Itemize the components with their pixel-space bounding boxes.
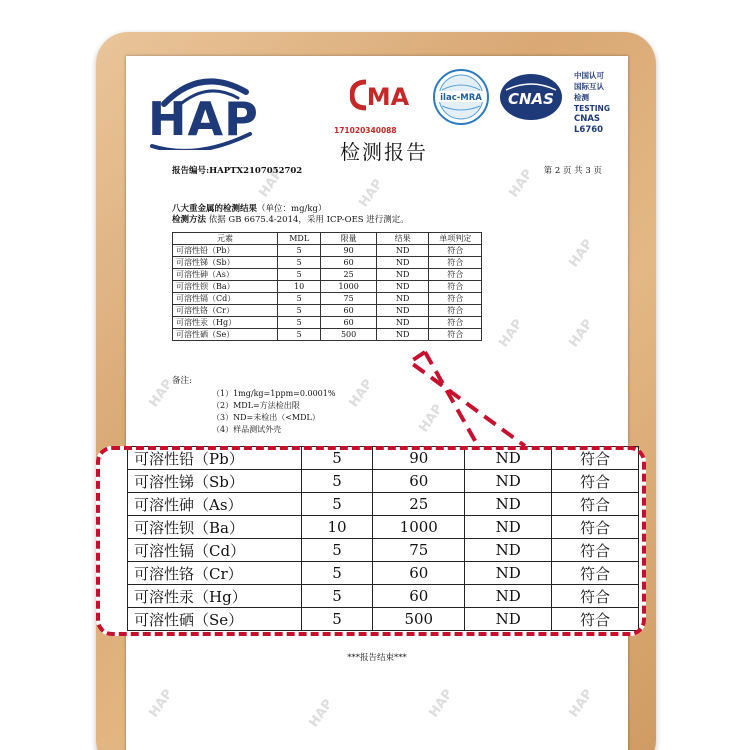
report-code: 171020340088 <box>334 126 397 135</box>
table-row <box>128 585 639 608</box>
report-paper <box>126 56 628 750</box>
element-name: 可溶性钡 <box>134 518 195 537</box>
report-number-value: HAPTX2107052702 <box>209 166 303 176</box>
result-cell: ND <box>465 585 552 608</box>
table-row <box>173 305 482 317</box>
table-row <box>173 257 482 269</box>
verdict-cell: 符合 <box>552 447 639 470</box>
verdict-cell: 符合 <box>552 539 639 562</box>
verdict-cell: 符合 <box>429 281 482 293</box>
result-cell: ND <box>465 516 552 539</box>
limit-cell: 90 <box>321 245 377 257</box>
watermark: HAP <box>566 236 597 271</box>
report-meta <box>172 164 602 176</box>
element-cell <box>128 493 302 516</box>
verdict-cell: 符合 <box>429 245 482 257</box>
column-header: MDL <box>278 233 321 245</box>
result-cell: ND <box>465 608 552 631</box>
cnas-accreditation-text <box>574 70 628 136</box>
element-cell <box>173 293 278 305</box>
section-unit: （单位：mg/kg） <box>257 204 327 214</box>
element-name: 可溶性砷 <box>176 270 208 279</box>
element-name: 可溶性镉 <box>134 541 195 560</box>
mdl-cell: 5 <box>278 257 321 269</box>
element-name: 可溶性钡 <box>176 282 208 291</box>
section-method <box>172 213 409 225</box>
table-row <box>173 269 482 281</box>
result-cell: ND <box>376 281 429 293</box>
results-table <box>172 232 482 341</box>
element-cell <box>128 516 302 539</box>
element-cell <box>128 447 302 470</box>
mdl-cell: 5 <box>301 493 373 516</box>
element-cell <box>128 562 302 585</box>
element-cell <box>128 470 302 493</box>
verdict-cell: 符合 <box>429 269 482 281</box>
cnas-logo-icon <box>498 72 564 122</box>
table-row <box>128 493 639 516</box>
limit-cell: 1000 <box>373 516 465 539</box>
element-symbol: （Sb） <box>208 258 235 267</box>
table-row <box>128 516 639 539</box>
element-symbol: （Pb） <box>194 449 244 468</box>
table-row <box>128 608 639 631</box>
ilac-logo-text: ilac-MRA <box>440 93 482 103</box>
limit-cell: 75 <box>373 539 465 562</box>
limit-cell: 60 <box>373 585 465 608</box>
element-symbol: （Cd） <box>194 541 246 560</box>
cnas-line: TESTING <box>574 104 610 113</box>
table-row <box>128 447 639 470</box>
element-cell <box>173 245 278 257</box>
table-row <box>173 293 482 305</box>
watermark: HAP <box>566 316 597 351</box>
report-number-label: 报告编号: <box>172 166 210 176</box>
cma-logo-text: MA <box>366 83 410 111</box>
result-cell: ND <box>376 269 429 281</box>
result-cell: ND <box>376 293 429 305</box>
cnas-line: CNAS L6760 <box>574 114 604 135</box>
element-cell <box>128 585 302 608</box>
table-row <box>128 539 639 562</box>
result-cell: ND <box>376 317 429 329</box>
limit-cell: 500 <box>373 608 465 631</box>
method-label: 检测方法 <box>172 215 207 225</box>
watermark: HAP <box>146 376 177 411</box>
column-header: 限量 <box>321 233 377 245</box>
table-row <box>173 245 482 257</box>
element-symbol: （Cd） <box>208 294 236 303</box>
limit-cell: 60 <box>321 317 377 329</box>
cnas-line: 国际互认 <box>574 82 604 91</box>
column-header: 结果 <box>376 233 429 245</box>
element-name: 可溶性铅 <box>134 449 195 468</box>
verdict-cell: 符合 <box>552 608 639 631</box>
note-item: （1）1mg/kg=1ppm=0.0001% <box>212 389 336 398</box>
element-cell <box>128 539 302 562</box>
element-symbol: （Ba） <box>208 282 235 291</box>
verdict-cell: 符合 <box>552 585 639 608</box>
ilac-mra-logo-icon <box>432 68 490 126</box>
watermark: HAP <box>496 316 527 351</box>
mdl-cell: 5 <box>278 269 321 281</box>
element-symbol: （As） <box>194 495 243 514</box>
limit-cell: 25 <box>321 269 377 281</box>
element-symbol: （Hg） <box>194 587 247 606</box>
result-cell: ND <box>465 539 552 562</box>
element-name: 可溶性镉 <box>176 294 208 303</box>
element-name: 可溶性铬 <box>176 306 208 315</box>
element-symbol: （Pb） <box>208 246 235 255</box>
element-symbol: （As） <box>208 270 234 279</box>
notes-list <box>212 388 335 436</box>
table-row <box>128 562 639 585</box>
element-cell <box>173 329 278 341</box>
element-cell <box>173 281 278 293</box>
result-cell: ND <box>376 257 429 269</box>
hap-logo-text: HAP <box>148 92 259 146</box>
mdl-cell: 5 <box>301 470 373 493</box>
verdict-cell: 符合 <box>429 293 482 305</box>
element-symbol: （Cr） <box>208 306 234 315</box>
mdl-cell: 5 <box>301 562 373 585</box>
note-item: （3）ND=未检出（<MDL） <box>212 413 320 422</box>
element-name: 可溶性锑 <box>176 258 208 267</box>
limit-cell: 500 <box>321 329 377 341</box>
mdl-cell: 5 <box>278 329 321 341</box>
mdl-cell: 5 <box>301 585 373 608</box>
limit-cell: 60 <box>373 562 465 585</box>
result-cell: ND <box>465 493 552 516</box>
mdl-cell: 5 <box>301 539 373 562</box>
verdict-cell: 符合 <box>429 257 482 269</box>
cnas-logo-text: CNAS <box>508 90 554 108</box>
mdl-cell: 10 <box>301 516 373 539</box>
element-name: 可溶性铬 <box>134 564 195 583</box>
page-info: 第 2 页 共 3 页 <box>543 166 602 176</box>
mdl-cell: 5 <box>278 305 321 317</box>
method-text: 依据 GB 6675.4-2014，采用 ICP-OES 进行测定。 <box>208 215 409 225</box>
element-cell <box>173 269 278 281</box>
verdict-cell: 符合 <box>552 470 639 493</box>
note-item: （4）样品测试外壳 <box>212 425 282 434</box>
table-row <box>128 470 639 493</box>
element-name: 可溶性铅 <box>176 246 208 255</box>
limit-cell: 60 <box>321 257 377 269</box>
watermark: HAP <box>426 686 457 721</box>
verdict-cell: 符合 <box>552 562 639 585</box>
element-name: 可溶性汞 <box>134 587 195 606</box>
watermark: HAP <box>146 686 177 721</box>
table-row <box>173 329 482 341</box>
verdict-cell: 符合 <box>429 305 482 317</box>
element-name: 可溶性硒 <box>134 610 195 629</box>
limit-cell: 60 <box>321 305 377 317</box>
report-number <box>172 164 302 176</box>
result-cell: ND <box>465 470 552 493</box>
report-title: 检测报告 <box>340 140 428 164</box>
element-symbol: （Se） <box>208 330 235 339</box>
limit-cell: 60 <box>373 470 465 493</box>
limit-cell: 75 <box>321 293 377 305</box>
result-cell: ND <box>376 245 429 257</box>
element-name: 可溶性锑 <box>134 472 195 491</box>
element-name: 可溶性砷 <box>134 495 195 514</box>
section-title-text: 八大重金属的检测结果 <box>172 204 258 214</box>
verdict-cell: 符合 <box>429 329 482 341</box>
result-cell: ND <box>465 447 552 470</box>
element-cell <box>173 257 278 269</box>
limit-cell: 1000 <box>321 281 377 293</box>
result-cell: ND <box>465 562 552 585</box>
mdl-cell: 5 <box>301 608 373 631</box>
element-name: 可溶性汞 <box>176 318 208 327</box>
element-symbol: （Hg） <box>208 318 237 327</box>
watermark: HAP <box>566 686 597 721</box>
limit-cell: 90 <box>373 447 465 470</box>
element-symbol: （Se） <box>194 610 244 629</box>
watermark: HAP <box>306 696 337 731</box>
mdl-cell: 5 <box>301 447 373 470</box>
note-item: （2）MDL=方法检出限 <box>212 401 300 410</box>
table-row <box>173 317 482 329</box>
element-symbol: （Cr） <box>194 564 243 583</box>
result-cell: ND <box>376 305 429 317</box>
cnas-line: 中国认可 <box>574 71 604 80</box>
element-symbol: （Sb） <box>194 472 244 491</box>
table-header-row <box>173 233 482 245</box>
watermark: HAP <box>506 166 537 201</box>
notes-title: 备注: <box>172 376 192 386</box>
watermark: HAP <box>346 376 377 411</box>
element-cell <box>173 305 278 317</box>
mdl-cell: 10 <box>278 281 321 293</box>
watermark: HAP <box>416 401 447 436</box>
result-cell: ND <box>376 329 429 341</box>
report-end-mark: ***报告结束*** <box>347 653 407 663</box>
element-cell <box>173 317 278 329</box>
verdict-cell: 符合 <box>552 493 639 516</box>
mdl-cell: 5 <box>278 245 321 257</box>
watermark: HAP <box>356 176 387 211</box>
column-header: 元素 <box>173 233 278 245</box>
element-name: 可溶性硒 <box>176 330 208 339</box>
zoomed-results-table <box>127 446 639 631</box>
table-row <box>173 281 482 293</box>
element-cell <box>128 608 302 631</box>
mdl-cell: 5 <box>278 293 321 305</box>
cnas-line: 检测 <box>574 93 589 102</box>
verdict-cell: 符合 <box>552 516 639 539</box>
column-header: 单项判定 <box>429 233 482 245</box>
mdl-cell: 5 <box>278 317 321 329</box>
verdict-cell: 符合 <box>429 317 482 329</box>
cma-logo-icon <box>350 78 414 112</box>
element-symbol: （Ba） <box>194 518 244 537</box>
limit-cell: 25 <box>373 493 465 516</box>
watermark: HAP <box>256 166 287 201</box>
